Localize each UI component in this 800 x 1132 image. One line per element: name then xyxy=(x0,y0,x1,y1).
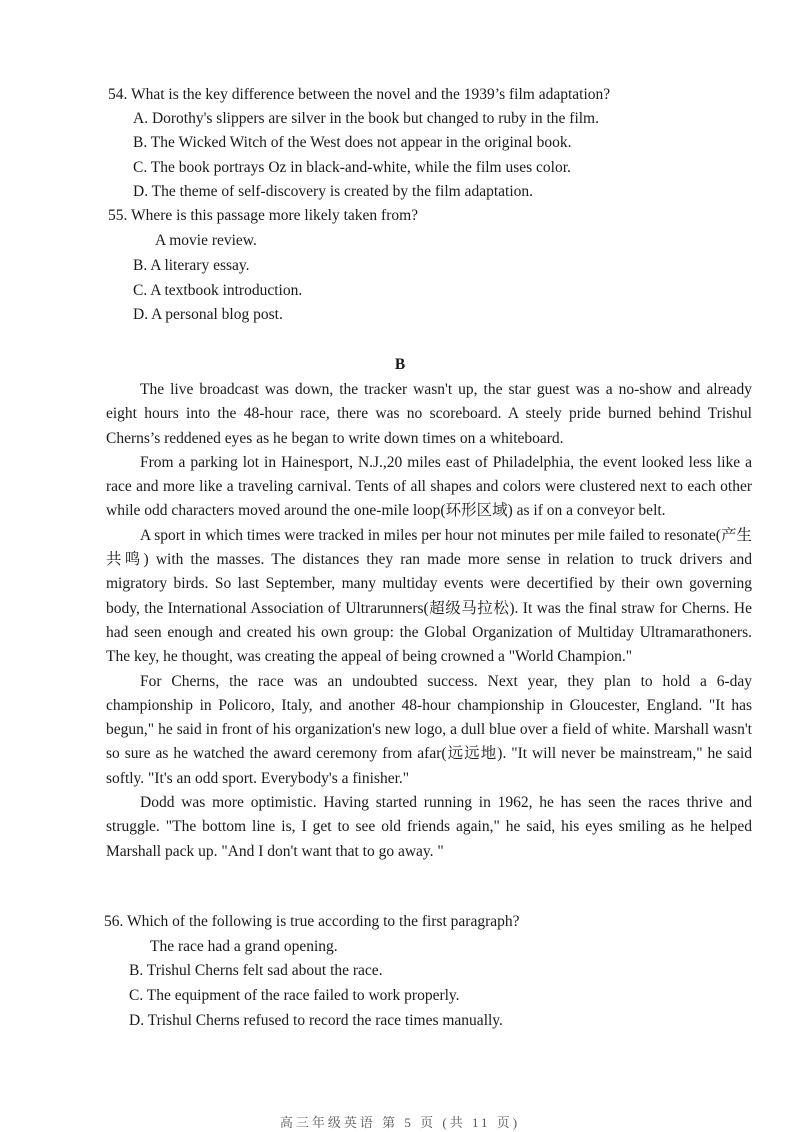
question-56-option-a: The race had a grand opening. xyxy=(150,938,338,955)
passage-paragraph-4: For Cherns, the race was an undoubted success. Next year, they plan to hold a 6-day championship in Policoro, Italy, and another 48-hour championship in Gloucester, England. "It has begun," he said in front of his organization's new logo, a dull blue over a field of white. Marshall wasn't so sure as he watched the award ceremony from afar(远远地). "It will never be mainstream," he said softly. "It's an odd sport. Everybody's a finisher." xyxy=(106,672,752,787)
question-54-option-a: A. Dorothy's slippers are silver in the book but changed to ruby in the film. xyxy=(133,110,599,127)
question-56-option-c: C. The equipment of the race failed to work properly. xyxy=(129,987,460,1004)
question-55-option-b: B. A literary essay. xyxy=(133,257,250,274)
question-54-option-c: C. The book portrays Oz in black-and-white, while the film uses color. xyxy=(133,159,571,176)
question-56-option-b: B. Trishul Cherns felt sad about the race. xyxy=(129,962,383,979)
question-54-option-d: D. The theme of self-discovery is created by the film adaptation. xyxy=(133,183,533,200)
question-56-stem: 56. Which of the following is true according to the first paragraph? xyxy=(104,913,520,930)
passage-b xyxy=(106,378,752,864)
passage-paragraph-1: The live broadcast was down, the tracker wasn't up, the star guest was a no-show and already eight hours into the 48-hour race, there was no scoreboard. A steely pride burned behind Trishul Cherns’s reddened eyes as he began to write down times on a whiteboard. xyxy=(106,381,752,447)
question-55-option-a: A movie review. xyxy=(155,232,257,249)
section-b-heading: B xyxy=(394,356,406,373)
question-55-option-c: C. A textbook introduction. xyxy=(133,282,303,299)
passage-paragraph-5: Dodd was more optimistic. Having started running in 1962, he has seen the races thrive and struggle. "The bottom line is, I get to see old friends again," he said, his eyes smiling as he helped Marshall pack up. "And I don't want that to go away. " xyxy=(106,794,752,860)
question-56-option-d: D. Trishul Cherns refused to record the race times manually. xyxy=(129,1012,503,1029)
page-footer: 高三年级英语 第 5 页 (共 11 页) xyxy=(279,1115,521,1130)
passage-paragraph-2: From a parking lot in Hainesport, N.J.,20 miles east of Philadelphia, the event looked less like a race and more like a traveling carnival. Tents of all shapes and colors were clustered next to each other while odd characters moved around the one-mile loop(环形区域) as if on a conveyor belt. xyxy=(106,453,752,520)
question-54-stem: 54. What is the key difference between the novel and the 1939’s film adaptation? xyxy=(108,86,611,103)
passage-paragraph-3: A sport in which times were tracked in miles per hour not minutes per mile failed to resonate(产生共鸣) with the masses. The distances they ran made more sense in relation to truck drivers and migratory birds. So last September, many multiday events were decertified by their own governing body, the International Association of Ultrarunners(超级马拉松). It was the final straw for Cherns. He had seen enough and created his own group: the Global Organization of Multiday Ultramarathoners. The key, he thought, was creating the appeal of being crowned a "World Champion." xyxy=(106,526,752,666)
question-55-stem: 55. Where is this passage more likely taken from? xyxy=(108,207,419,224)
question-55-option-d: D. A personal blog post. xyxy=(133,306,283,323)
question-54-option-b: B. The Wicked Witch of the West does not appear in the original book. xyxy=(133,134,572,151)
